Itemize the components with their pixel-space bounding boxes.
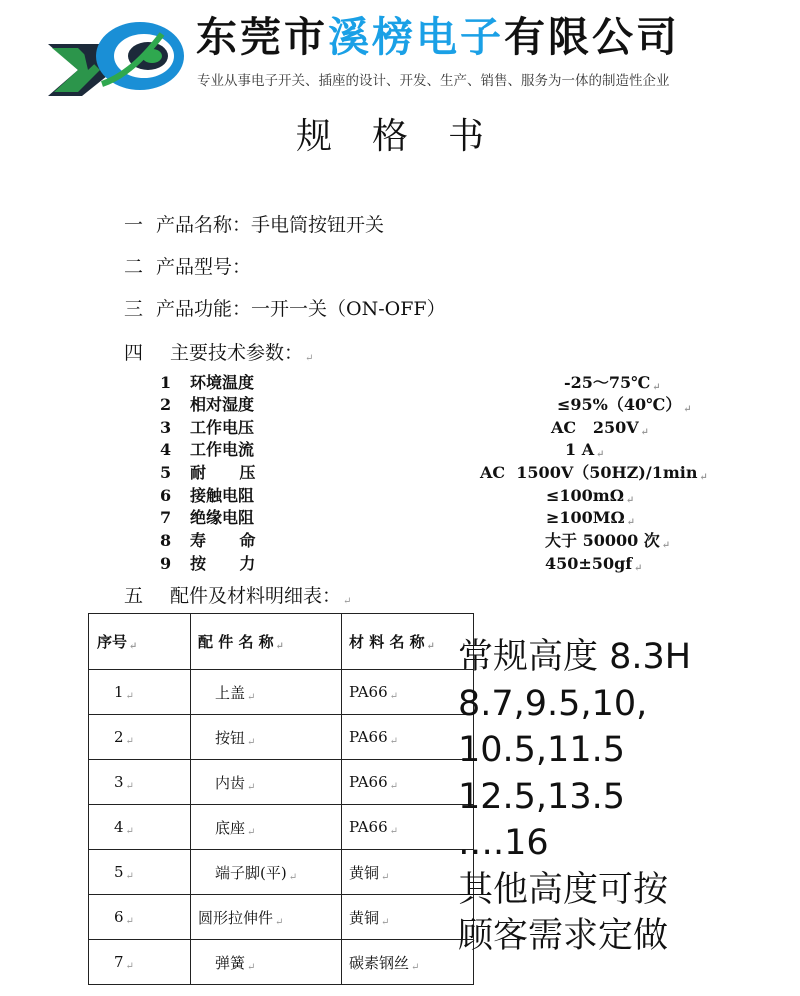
table-body — [89, 670, 474, 985]
param-number: 7 — [160, 508, 172, 527]
section-number: 三 — [124, 298, 144, 320]
paragraph-mark-icon: ↵ — [640, 427, 650, 438]
param-name: 绝缘电阻 — [190, 508, 255, 527]
param-value: AC 1500V（50HZ)/1min ↵ — [480, 463, 708, 483]
paragraph-mark-icon: ↵ — [288, 871, 298, 883]
paragraph-mark-icon: ↵ — [389, 735, 399, 747]
paragraph-mark-icon: ↵ — [247, 781, 256, 793]
company-name-highlight: 溪榜电子 — [328, 13, 504, 61]
paragraph-mark-icon: ↵ — [426, 641, 436, 652]
section-tech-params — [124, 338, 313, 374]
param-name: 环境温度 — [190, 373, 255, 392]
paragraph-mark-icon: ↵ — [275, 641, 285, 652]
row-index: 5 ↵ — [89, 850, 191, 895]
param-number: 4 — [160, 440, 172, 459]
materials-table — [88, 613, 474, 985]
paragraph-mark-icon: ↵ — [129, 641, 138, 652]
section-number: 二 — [124, 256, 144, 278]
param-value: 1 A ↵ — [565, 440, 605, 460]
param-number: 2 — [160, 395, 172, 414]
document-title: 规格书 — [295, 116, 524, 157]
header-index: 序号 ↵ — [89, 614, 191, 670]
paragraph-mark-icon: ↵ — [305, 353, 314, 364]
paragraph-mark-icon: ↵ — [381, 916, 390, 928]
param-number: 8 — [160, 531, 172, 550]
row-material: PA66 ↵ — [342, 805, 474, 850]
row-index: 2 ↵ — [89, 715, 191, 760]
table-row — [89, 850, 474, 895]
table-row — [89, 895, 474, 940]
param-name: 接触电阻 — [190, 486, 255, 505]
row-index: 4 ↵ — [89, 805, 191, 850]
company-name-prefix: 东莞市 — [196, 13, 328, 61]
side-note-line: 12.5,13.5 — [458, 776, 625, 817]
param-number: 6 — [160, 486, 172, 505]
section-product-name — [124, 210, 384, 240]
param-number: 9 — [160, 554, 172, 573]
paragraph-mark-icon: ↵ — [683, 404, 692, 415]
product-name-value: 手电筒按钮开关 — [251, 214, 385, 236]
side-note — [458, 634, 691, 960]
row-part-name: 按钮 ↵ — [191, 715, 342, 760]
paragraph-mark-icon: ↵ — [634, 563, 643, 574]
side-note-line: 顾客需求定做 — [458, 916, 669, 956]
paragraph-mark-icon: ↵ — [389, 825, 399, 837]
row-part-name: 底座 ↵ — [191, 805, 342, 850]
row-material: PA66 ↵ — [342, 670, 474, 715]
row-part-name: 弹簧 ↵ — [191, 940, 342, 985]
row-part-name: 内齿 ↵ — [191, 760, 342, 805]
section-label: 主要技术参数： — [170, 342, 304, 364]
side-note-line: 10.5,11.5 — [458, 730, 625, 770]
product-function-value: 一开一关（ON-OFF） — [251, 298, 446, 320]
header-part-name: 配 件 名 称 ↵ — [191, 614, 342, 670]
param-value: ≤95%（40℃） ↵ — [557, 395, 692, 415]
paragraph-mark-icon: ↵ — [381, 871, 390, 883]
table-row — [89, 805, 474, 850]
row-index: 7 ↵ — [89, 940, 191, 985]
param-name: 按 力 — [190, 554, 256, 573]
side-note-line: 其他高度可按 — [458, 869, 669, 910]
paragraph-mark-icon: ↵ — [389, 690, 399, 702]
paragraph-mark-icon: ↵ — [125, 870, 134, 882]
paragraph-mark-icon: ↵ — [699, 472, 708, 483]
paragraph-mark-icon: ↵ — [626, 517, 636, 528]
side-note-line: 8.7,9.5,10, — [458, 683, 648, 724]
paragraph-mark-icon: ↵ — [247, 736, 256, 748]
company-logo — [42, 14, 192, 98]
row-material: 黄铜 ↵ — [342, 895, 474, 940]
side-note-line: 常规高度 8.3H — [458, 637, 692, 677]
row-material: 黄铜 ↵ — [342, 850, 474, 895]
param-value: ≥100MΩ ↵ — [546, 508, 636, 528]
paragraph-mark-icon: ↵ — [596, 449, 605, 460]
table-row — [89, 760, 474, 805]
section-product-model — [124, 252, 251, 282]
paragraph-mark-icon: ↵ — [247, 826, 256, 838]
param-value: 450±50gf ↵ — [545, 554, 643, 574]
company-slogan: 专业从事电子开关、插座的设计、开发、生产、销售、服务为一体的制造性企业 — [197, 73, 670, 89]
section-number: 四 — [124, 342, 144, 364]
param-number: 5 — [160, 463, 172, 482]
paragraph-mark-icon: ↵ — [343, 596, 352, 607]
param-name: 工作电压 — [190, 418, 255, 437]
param-number: 3 — [160, 418, 172, 437]
table-row — [89, 940, 474, 985]
paragraph-mark-icon: ↵ — [247, 691, 256, 703]
paragraph-mark-icon: ↵ — [652, 382, 661, 393]
row-part-name: 端子脚(平) ↵ — [191, 850, 342, 895]
row-part-name: 圆形拉伸件 ↵ — [191, 895, 342, 940]
row-index: 6 ↵ — [89, 895, 191, 940]
paragraph-mark-icon: ↵ — [125, 735, 134, 747]
section-label: 产品功能： — [156, 298, 252, 320]
company-name-suffix: 有限公司 — [504, 13, 680, 61]
row-index: 1 ↵ — [89, 670, 191, 715]
side-note-line: ….16 — [458, 823, 549, 863]
param-name: 相对湿度 — [190, 395, 255, 414]
row-material: PA66 ↵ — [342, 760, 474, 805]
paragraph-mark-icon: ↵ — [625, 495, 635, 506]
paragraph-mark-icon: ↵ — [411, 961, 420, 973]
logo-mark — [48, 22, 184, 96]
section-number: 五 — [124, 585, 144, 607]
param-value: -25～75℃ ↵ — [564, 373, 661, 393]
param-value: ≤100mΩ ↵ — [546, 486, 635, 506]
row-material: 碳素钢丝 ↵ — [342, 940, 474, 985]
paragraph-mark-icon: ↵ — [125, 915, 134, 927]
param-name: 耐 压 — [190, 463, 256, 482]
section-materials — [124, 581, 351, 617]
company-name — [196, 10, 680, 64]
param-value: AC 250V ↵ — [551, 418, 650, 438]
section-label: 配件及材料明细表： — [170, 585, 342, 607]
table-row — [89, 715, 474, 760]
section-label: 产品型号： — [156, 256, 252, 278]
paragraph-mark-icon: ↵ — [125, 960, 134, 972]
row-part-name: 上盖 ↵ — [191, 670, 342, 715]
section-label: 产品名称： — [156, 214, 252, 236]
paragraph-mark-icon: ↵ — [275, 916, 284, 928]
header-material-name: 材 料 名 称 ↵ — [342, 614, 474, 670]
section-product-function — [124, 294, 446, 324]
paragraph-mark-icon: ↵ — [389, 780, 399, 792]
param-name: 寿 命 — [190, 531, 256, 550]
param-number: 1 — [160, 373, 172, 392]
paragraph-mark-icon: ↵ — [125, 780, 134, 792]
row-material: PA66 ↵ — [342, 715, 474, 760]
table-row — [89, 670, 474, 715]
paragraph-mark-icon: ↵ — [125, 690, 134, 702]
paragraph-mark-icon: ↵ — [247, 961, 256, 973]
paragraph-mark-icon: ↵ — [661, 540, 671, 551]
paragraph-mark-icon: ↵ — [125, 825, 134, 837]
section-number: 一 — [124, 214, 144, 236]
row-index: 3 ↵ — [89, 760, 191, 805]
table-header-row — [89, 614, 474, 670]
param-name: 工作电流 — [190, 440, 255, 459]
param-value: 大于 50000 次 ↵ — [545, 531, 671, 551]
